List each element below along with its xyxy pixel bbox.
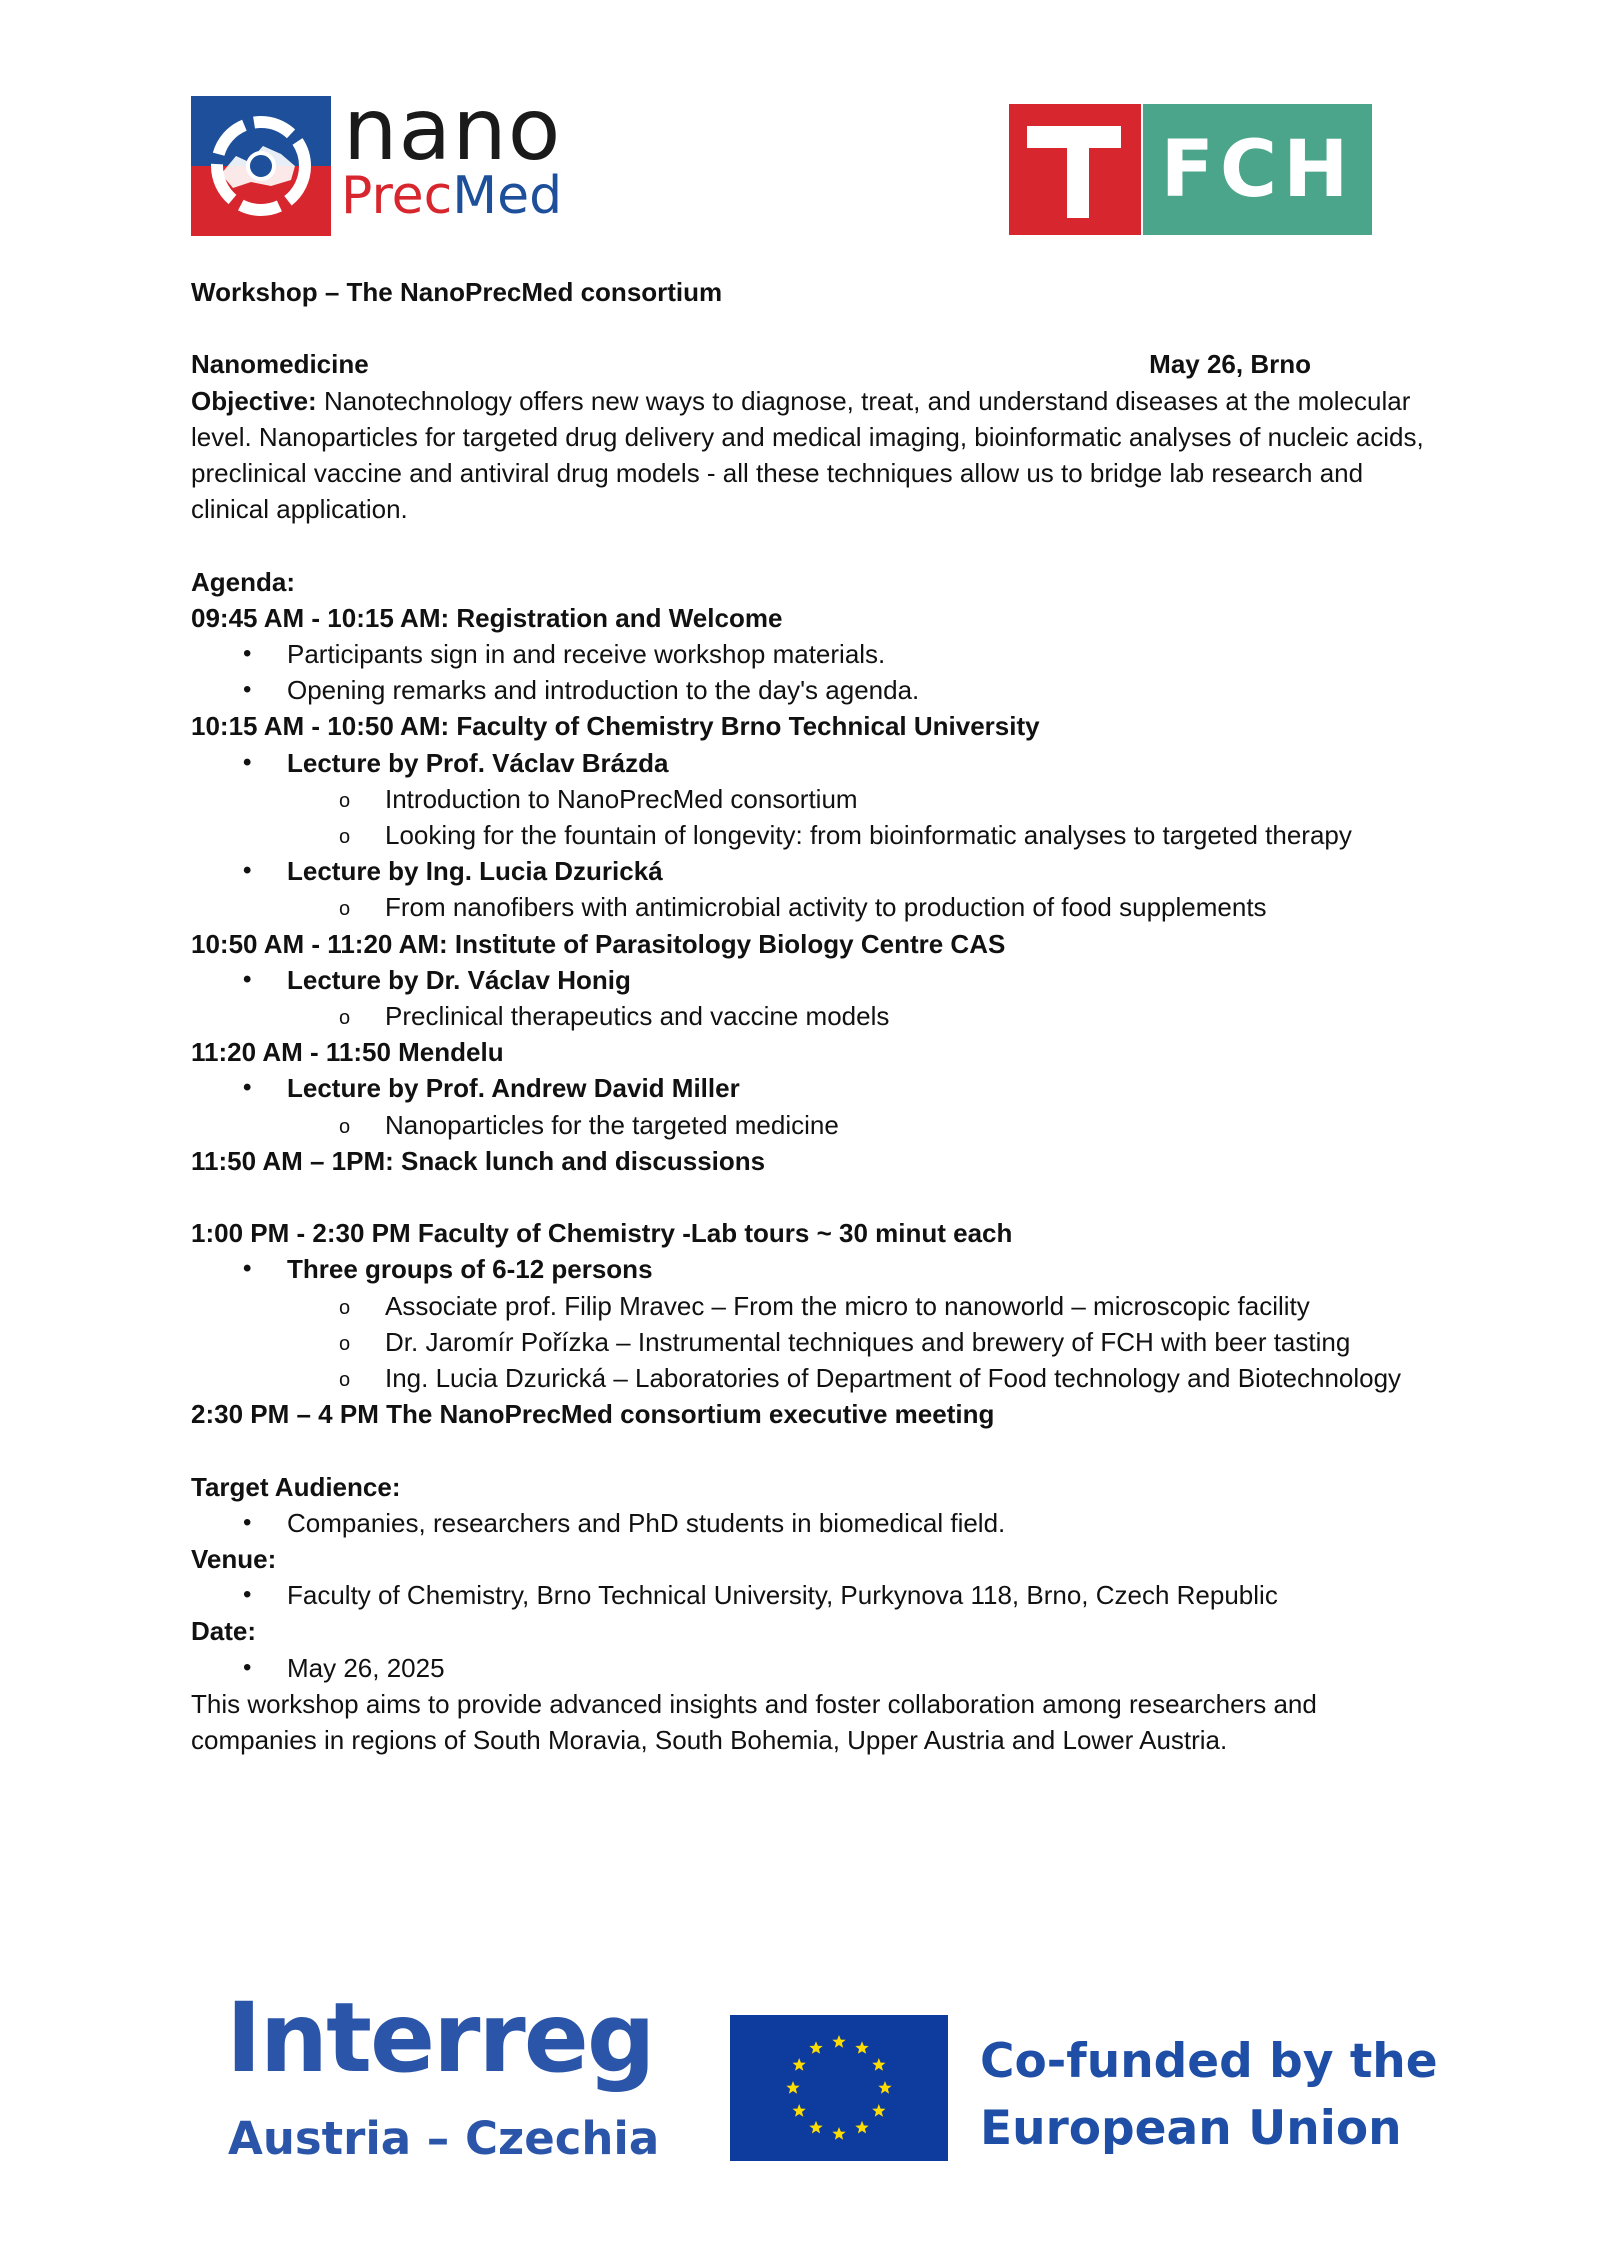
eu-star-icon	[855, 2041, 868, 2054]
agenda-bullet-item: • Opening remarks and introduction to the day's agenda.	[191, 672, 1431, 708]
logo-nano-text: nano	[343, 80, 562, 180]
eu-star-icon	[872, 2104, 885, 2117]
agenda-heading: Agenda:	[191, 566, 295, 597]
closing-paragraph: This workshop aims to provide advanced insights and foster collaboration among researchers and companies in regions of South Moravia, South Bohemia, Upper Austria and Lower Austria.	[191, 1688, 1317, 1756]
agenda-bullet-item: • Lecture by Dr. Václav Honig	[191, 962, 1431, 998]
agenda-bullet-item: • Lecture by Ing. Lucia Dzurická	[191, 853, 1431, 889]
agenda-time-slot: 1:00 PM - 2:30 PM Faculty of Chemistry -Lab tours ~ 30 minut each	[191, 1218, 1013, 1249]
agenda-time-slot: 11:50 AM – 1PM: Snack lunch and discussions	[191, 1145, 766, 1176]
agenda-time-slot: 2:30 PM – 4 PM The NanoPrecMed consortium executive meeting	[191, 1399, 995, 1430]
date-heading: Date:	[191, 1616, 257, 1647]
nanoprecmed-logo	[191, 80, 581, 236]
venue-item: • Faculty of Chemistry, Brno Technical University, Purkynova 118, Brno, Czech Republic	[191, 1577, 1431, 1613]
document-title: Workshop – The NanoPrecMed consortium	[191, 277, 723, 307]
objective-label: Objective:	[191, 385, 317, 416]
agenda-sub-item: o From nanofibers with antimicrobial activity to production of food supplements	[191, 889, 1431, 925]
topic-row	[191, 346, 1311, 382]
eu-star-icon	[832, 2127, 845, 2140]
fch-logo	[1009, 104, 1372, 235]
agenda-bullet-item: • Lecture by Prof. Andrew David Miller	[191, 1070, 1431, 1106]
date-item: • May 26, 2025	[191, 1650, 1431, 1686]
eu-cofunded-text	[980, 2028, 1438, 2162]
venue-heading: Venue:	[191, 1544, 277, 1575]
agenda-sub-item: o Nanoparticles for the targeted medicine	[191, 1107, 1431, 1143]
topic-heading: Nanomedicine	[191, 349, 369, 380]
document-body	[191, 274, 1431, 1758]
agenda-time-slot: 10:15 AM - 10:50 AM: Faculty of Chemistry Brno Technical University	[191, 711, 1040, 742]
eu-star-icon	[786, 2081, 799, 2094]
eu-star-icon	[793, 2104, 806, 2117]
eu-star-icon	[809, 2121, 822, 2134]
event-date-location: May 26, Brno	[1149, 349, 1311, 380]
eu-star-icon	[832, 2035, 845, 2048]
eu-star-icon	[878, 2081, 891, 2094]
eu-star-icon	[855, 2121, 868, 2134]
interreg-logo	[226, 1982, 676, 2172]
objective-text: Nanotechnology offers new ways to diagnose, treat, and understand diseases at the molecular level. Nanoparticles for targeted drug delivery and medical imaging, bioinformatic analyses of nucleic acids, preclinical vaccine and antiviral drug models - all these techniques allow us to bridge lab research and clinical application.	[191, 385, 1424, 525]
agenda-bullet-item: • Lecture by Prof. Václav Brázda	[191, 745, 1431, 781]
agenda-sub-item: o Ing. Lucia Dzurická – Laboratories of Department of Food technology and Biotechnology	[191, 1360, 1431, 1396]
interreg-logo-text: Interreg	[226, 1982, 654, 2094]
objective-paragraph	[191, 383, 1431, 528]
eu-star-icon	[793, 2058, 806, 2071]
fch-t-icon	[1009, 104, 1141, 235]
fch-logo-text: FCH	[1143, 104, 1372, 235]
logo-precmed-text: PrecMed	[341, 166, 563, 226]
agenda-sub-item: o Introduction to NanoPrecMed consortium	[191, 781, 1431, 817]
target-audience-heading: Target Audience:	[191, 1471, 401, 1502]
agenda-bullet-item: • Three groups of 6-12 persons	[191, 1251, 1431, 1287]
eu-text-line-1: Co-funded by the	[980, 2034, 1438, 2089]
agenda-time-slot: 11:20 AM - 11:50 Mendelu	[191, 1037, 504, 1068]
agenda-sub-item: o Dr. Jaromír Pořízka – Instrumental techniques and brewery of FCH with beer tasting	[191, 1324, 1431, 1360]
agenda-time-slot: 10:50 AM - 11:20 AM: Institute of Parasitology Biology Centre CAS	[191, 928, 1006, 959]
agenda-sub-item: o Associate prof. Filip Mravec – From the micro to nanoworld – microscopic facility	[191, 1288, 1431, 1324]
eu-flag-icon	[730, 2015, 948, 2161]
eu-star-icon	[809, 2041, 822, 2054]
eu-star-icon	[872, 2058, 885, 2071]
agenda-sub-item: o Looking for the fountain of longevity: from bioinformatic analyses to targeted therapy	[191, 817, 1431, 853]
agenda-time-slot: 09:45 AM - 10:15 AM: Registration and Welcome	[191, 602, 783, 633]
agenda-bullet-item: • Participants sign in and receive workshop materials.	[191, 636, 1431, 672]
eu-text-line-2: European Union	[980, 2101, 1402, 2156]
interreg-subtitle: Austria – Czechia	[228, 2112, 660, 2165]
target-audience-item: • Companies, researchers and PhD students in biomedical field.	[191, 1505, 1431, 1541]
agenda-list	[191, 600, 1431, 1433]
agenda-sub-item: o Preclinical therapeutics and vaccine models	[191, 998, 1431, 1034]
nanoprecmed-emblem-icon	[191, 96, 331, 236]
